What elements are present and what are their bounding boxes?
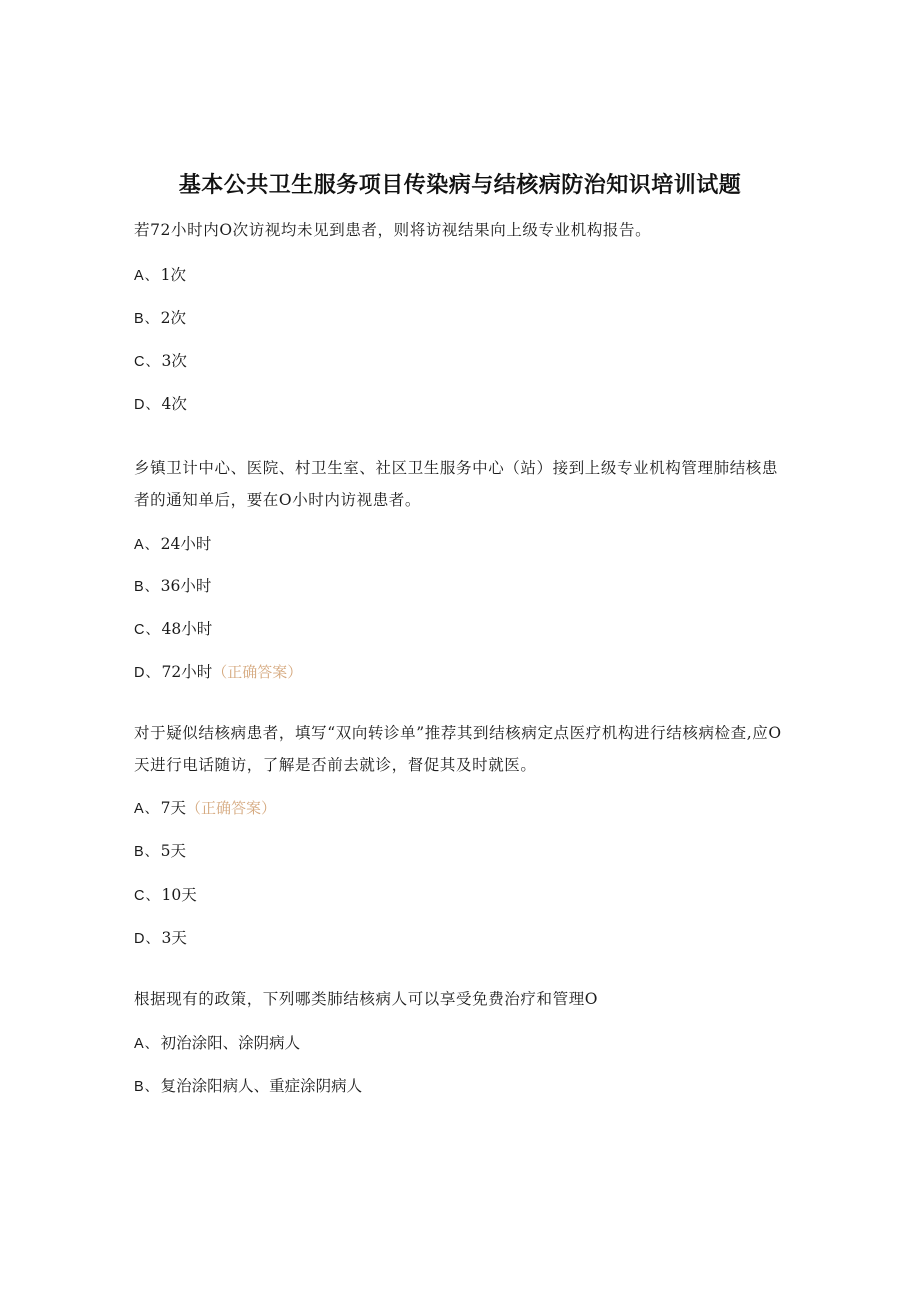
option-letter: A bbox=[134, 537, 144, 553]
document-title: 基本公共卫生服务项目传染病与结核病防治知识培训试题 bbox=[178, 173, 742, 198]
answer-option bbox=[134, 618, 212, 641]
correct-answer-tag: （正确答案） bbox=[186, 799, 277, 817]
option-text: 3天 bbox=[161, 929, 187, 947]
correct-answer-tag: （正确答案） bbox=[212, 663, 303, 681]
option-text: 5天 bbox=[160, 842, 187, 860]
answer-option bbox=[134, 1075, 362, 1098]
option-separator: 、 bbox=[145, 665, 160, 681]
answer-option bbox=[134, 575, 211, 598]
option-text: 72小时 bbox=[161, 663, 213, 681]
option-letter: D bbox=[134, 397, 145, 413]
option-text: 复治涂阳病人、重症涂阴病人 bbox=[160, 1077, 363, 1095]
option-separator: 、 bbox=[145, 888, 160, 904]
question-stem: 乡镇卫计中心、医院、村卫生室、社区卫生服务中心（站）接到上级专业机构管理肺结核患者的通知单后，要在O小时内访视患者。 bbox=[134, 459, 779, 509]
option-letter: A bbox=[134, 268, 144, 284]
option-text: 48小时 bbox=[161, 620, 213, 638]
answer-option bbox=[134, 393, 187, 416]
option-letter: D bbox=[134, 931, 145, 947]
option-text: 36小时 bbox=[160, 577, 212, 595]
option-separator: 、 bbox=[145, 397, 160, 413]
option-separator: 、 bbox=[144, 801, 159, 817]
option-text: 10天 bbox=[161, 886, 197, 904]
option-separator: 、 bbox=[145, 622, 160, 638]
answer-option bbox=[134, 797, 276, 820]
option-separator: 、 bbox=[145, 354, 160, 370]
option-separator: 、 bbox=[144, 1036, 159, 1052]
option-separator: 、 bbox=[144, 579, 159, 595]
option-letter: B bbox=[134, 579, 144, 595]
option-letter: C bbox=[134, 622, 145, 638]
answer-option bbox=[134, 350, 187, 373]
option-text: 3次 bbox=[161, 352, 187, 370]
option-text: 2次 bbox=[160, 309, 187, 327]
option-letter: A bbox=[134, 1036, 144, 1052]
answer-option bbox=[134, 840, 186, 863]
option-text: 1次 bbox=[160, 266, 187, 284]
question-stem: 对于疑似结核病患者，填写“双向转诊单”推荐其到结核病定点医疗机构进行结核病检查,应O天进行电话随访，了解是否前去就诊，督促其及时就医。 bbox=[134, 724, 782, 774]
option-separator: 、 bbox=[145, 931, 160, 947]
answer-option bbox=[134, 533, 211, 556]
option-text: 初治涂阳、涂阴病人 bbox=[160, 1034, 301, 1052]
option-letter: A bbox=[134, 801, 144, 817]
option-letter: B bbox=[134, 844, 144, 860]
answer-option bbox=[134, 264, 186, 287]
option-text: 7天 bbox=[160, 799, 187, 817]
option-text: 24小时 bbox=[160, 535, 212, 553]
question-stem: 若72小时内O次访视均未见到患者，则将访视结果向上级专业机构报告。 bbox=[134, 221, 652, 239]
option-separator: 、 bbox=[144, 311, 159, 327]
option-separator: 、 bbox=[144, 268, 159, 284]
answer-option bbox=[134, 307, 186, 330]
option-separator: 、 bbox=[144, 1079, 159, 1095]
option-letter: B bbox=[134, 311, 144, 327]
option-separator: 、 bbox=[144, 537, 159, 553]
option-letter: C bbox=[134, 354, 145, 370]
question-stem: 根据现有的政策，下列哪类肺结核病人可以享受免费治疗和管理O bbox=[134, 990, 599, 1008]
option-letter: B bbox=[134, 1079, 144, 1095]
answer-option bbox=[134, 884, 197, 907]
option-letter: C bbox=[134, 888, 145, 904]
answer-option bbox=[134, 927, 187, 950]
option-text: 4次 bbox=[161, 395, 187, 413]
answer-option bbox=[134, 661, 302, 684]
option-letter: D bbox=[134, 665, 145, 681]
option-separator: 、 bbox=[144, 844, 159, 860]
answer-option bbox=[134, 1032, 300, 1055]
